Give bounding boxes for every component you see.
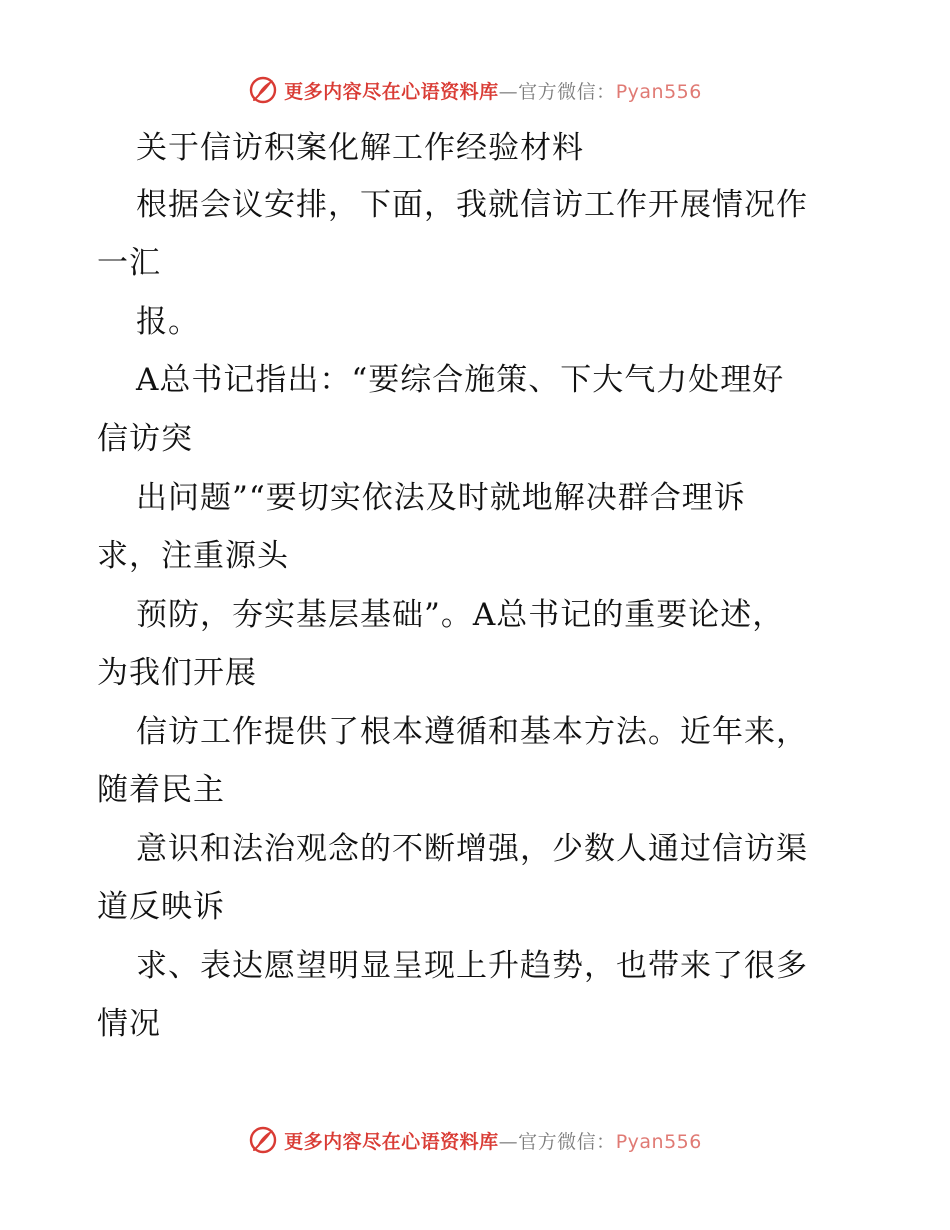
document-title: 关于信访积案化解工作经验材料 — [136, 130, 584, 166]
paragraph-line: 随着民主 — [97, 772, 225, 808]
watermark-dash: — — [498, 1130, 519, 1153]
watermark-wechat-id: Pyan556 — [615, 80, 702, 103]
paragraph-line: 道反映诉 — [97, 889, 225, 925]
paragraph-line: 预防，夯实基层基础”。A总书记的重要论述， — [136, 597, 785, 633]
paragraph-line: 报。 — [136, 304, 200, 340]
watermark-wechat-id: Pyan556 — [615, 1130, 702, 1153]
footer-watermark-banner — [0, 1120, 950, 1160]
watermark-wechat-label: 官方微信： — [518, 80, 616, 103]
watermark-site-name: 更多内容尽在心语资料库 — [284, 80, 499, 103]
paragraph-line: 根据会议安排，下面，我就信访工作开展情况作 — [136, 187, 808, 223]
paragraph-line: 为我们开展 — [97, 655, 257, 691]
paragraph-line: 意识和法治观念的不断增强，少数人通过信访渠 — [136, 831, 808, 867]
paragraph-line: 情况 — [97, 1006, 161, 1042]
paragraph-line: 一汇 — [97, 245, 161, 281]
paragraph-line: 出问题”“要切实依法及时就地解决群合理诉 — [136, 480, 746, 516]
watermark-wechat-label: 官方微信： — [518, 1130, 616, 1153]
paragraph-line: 信访工作提供了根本遵循和基本方法。近年来， — [136, 714, 808, 750]
paragraph-line: A总书记指出：“要综合施策、下大气力处理好 — [136, 362, 785, 398]
watermark-site-name: 更多内容尽在心语资料库 — [284, 1130, 499, 1153]
watermark-dash: — — [498, 80, 519, 103]
paragraph-line: 求、表达愿望明显呈现上升趋势，也带来了很多 — [136, 948, 808, 984]
quill-logo-icon — [248, 1125, 278, 1155]
watermark-text — [284, 1127, 702, 1154]
paragraph-line: 信访突 — [97, 421, 193, 457]
paragraph-line: 求，注重源头 — [97, 538, 289, 574]
